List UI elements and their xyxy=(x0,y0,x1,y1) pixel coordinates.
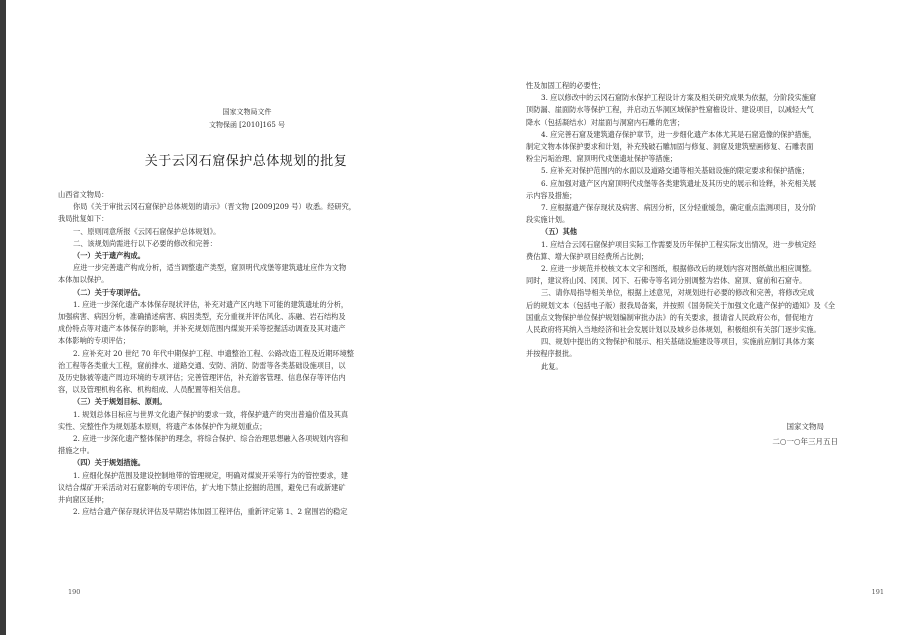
text-line: 四、规划中提出的文物保护和展示、相关基础设施建设等项目，实施前应制订具体方案 xyxy=(541,337,815,347)
header-doc-number: 文物保函 [2010]165 号 xyxy=(208,121,286,129)
text-line: 7. 应根据遗产保存现状及病害、病因分析，区分轻重缓急，确定重点监测项目，及分阶 xyxy=(541,203,817,213)
text-line: 治工程等各类重大工程，窟前排水、道路交通、安防、消防、防雷等各类基础设施项目，以 xyxy=(58,360,346,370)
text-line: 性及加固工程的必要性； xyxy=(526,81,606,90)
text-line: 应进一步完善遗产构成分析，适当调整遗产类型，窟顶明代戍堡等建筑遗址应作为文物 xyxy=(73,263,347,273)
text-line: 顶防漏、崖面防水等保护工程，并启动五华洞区域保护性窟檐设计、建设项目，以减轻大气 xyxy=(526,105,814,115)
signature-issuer: 国家文物局 xyxy=(786,422,824,431)
text-line: 降水（包括凝结水）对崖面与洞窟内石雕的危害； xyxy=(526,117,685,127)
section-heading: （五）其他 xyxy=(541,227,577,237)
page-number-right: 191 xyxy=(871,588,884,596)
text-line: 1. 规划总体目标应与世界文化遗产保护的要求一致，将保护遗产的突出普遍价值及其真 xyxy=(73,409,349,419)
header-issuer: 国家文物局文件 xyxy=(222,108,272,116)
text-line: 4. 应完善石窟及建筑遗存保护章节，进一步细化遗产本体尤其是石窟造像的保护措施， xyxy=(541,129,817,139)
text-line: 2. 应结合遗产保存现状评估及早期岩体加固工程评估，重新评定第 1、2 窟围岩的稳定 xyxy=(73,507,348,517)
text-line: 5. 应补充对保护范围内的水面以及道路交通等相关基础设施的限定要求和保护措施； xyxy=(541,166,809,176)
text-line: 一、原则同意所报《云冈石窟保护总体规划》。 xyxy=(73,226,221,236)
text-line: 加强病害、病因分析，准确描述病害、病因类型，充分重视并评估风化、冻融、岩石结构及 xyxy=(58,312,346,322)
text-line: 2. 应进一步规范并校核文本文字和图纸，根据修改后的规划内容对图纸做出相应调整。 xyxy=(541,264,817,274)
text-line: 人民政府将其纳入当地经济和社会发展计划以及城乡总体规划，积极组织有关部门逐步实施。 xyxy=(526,325,821,335)
text-line: 措施之中。 xyxy=(58,446,94,456)
page-number-left: 190 xyxy=(68,588,81,596)
text-line: 2. 应进一步深化遗产整体保护的理念，将综合保护、综合治理思想融入各项规划内容和 xyxy=(73,434,349,444)
text-line: 同时，建议将山冈、冈顶、冈下、石佛寺等名词分别调整为岩体、窟顶、窟前和石窟寺。 xyxy=(526,276,807,286)
right-page xyxy=(462,0,924,635)
document-header xyxy=(192,106,302,132)
section-heading: （三）关于规划目标、原则。 xyxy=(73,397,167,407)
text-line: 我局批复如下： xyxy=(58,214,109,224)
text-line: 1. 应细化保护范围及建设控制地带的管理规定，明确对煤炭开采等行为的管控要求，建 xyxy=(73,470,349,480)
text-line: 段实施计划。 xyxy=(526,215,570,225)
text-line: 三、请你局指导相关单位，根据上述意见，对规划进行必要的修改和完善，将修改完成 xyxy=(541,288,815,298)
text-line: 及历史脉被等遗产周边环境的专项评估；完善管理评估，补充游客管理、信息保存等评估内 xyxy=(58,373,346,383)
text-line: 成份特点等对遗产本体保存的影响，并补充规划范围内煤炭开采等挖掘活动调查及其对遗产 xyxy=(58,324,346,334)
signature-date: 二○一○年三月五日 xyxy=(772,437,838,446)
text-line: 议结合煤矿开采活动对石窟影响的专项评估，扩大地下禁止挖掘的范围，避免已有或新建矿 xyxy=(58,482,346,492)
text-line: 二、该规划尚需进行以下必要的修改和完善： xyxy=(73,238,217,248)
text-line: 容，以及管理机构名称、机构组成、人员配置等相关信息。 xyxy=(58,385,245,395)
text-line: 制定文物本体保护要求和计划，补充残破石雕加固与修复、洞窟及建筑壁画修复、石雕表面 xyxy=(526,142,814,152)
text-line: 1. 应进一步深化遗产本体保存现状评估，补充对遗产区内地下可能的建筑遗址的分析， xyxy=(73,299,349,309)
text-line: 山西省文物局： xyxy=(58,190,109,199)
right-body-text xyxy=(526,80,871,373)
section-heading: （一）关于遗产构成。 xyxy=(73,251,145,261)
text-line: 此复。 xyxy=(541,361,563,371)
left-body-text xyxy=(58,189,402,518)
section-heading: （二）关于专项评估。 xyxy=(73,287,145,297)
text-line: 费估算、增大保护项目经费所占比例； xyxy=(526,251,649,261)
text-line: 井向窟区延伸； xyxy=(58,495,109,505)
left-page xyxy=(6,0,462,635)
section-heading: （四）关于规划措施。 xyxy=(73,458,145,468)
text-line: 并按程序报批。 xyxy=(526,349,577,359)
text-line: 1. 应结合云冈石窟保护项目实际工作需要及历年保护工程实际支出情况，进一步核定经 xyxy=(541,239,817,249)
text-line: 粉尘污垢治理、窟顶明代戍堡遗址保护等措施； xyxy=(526,154,677,164)
text-line: 本体影响的专项评估； xyxy=(58,336,130,346)
text-line: 实性、完整性作为规划基本原则，将遗产本体保护作为规划重点； xyxy=(58,421,267,431)
document-title: 关于云冈石窟保护总体规划的批复 xyxy=(144,154,348,169)
text-line: 3. 应以修改中的云冈石窟防水保护工程设计方案及相关研究成果为依据，分阶段实施窟 xyxy=(541,93,817,103)
signature-block xyxy=(772,421,838,448)
text-line: 国重点文物保护单位保护规划编制审批办法》的有关要求，报请省人民政府公布，督促地方 xyxy=(526,312,814,322)
text-line: 6. 应加强对遗产区内窟顶明代戍堡等各类建筑遗址及其历史的展示和诠释，补充相关展 xyxy=(541,178,817,188)
text-line: 2. 应补充对 20 世纪 70 年代中期保护工程、申遗整治工程、公路改造工程及近期环境整 xyxy=(73,348,354,358)
text-line: 示内容及措施； xyxy=(526,190,577,200)
text-line: 你局《关于审批云冈石窟保护总体规划的请示》（晋文物 [2009]209 号）收悉。经研究， xyxy=(73,202,356,212)
text-line: 本体加以保护。 xyxy=(58,275,109,285)
text-line: 后的规划文本（包括电子版）报我局备案，并按照《国务院关于加强文化遗产保护的通知》及《全 xyxy=(526,300,836,310)
